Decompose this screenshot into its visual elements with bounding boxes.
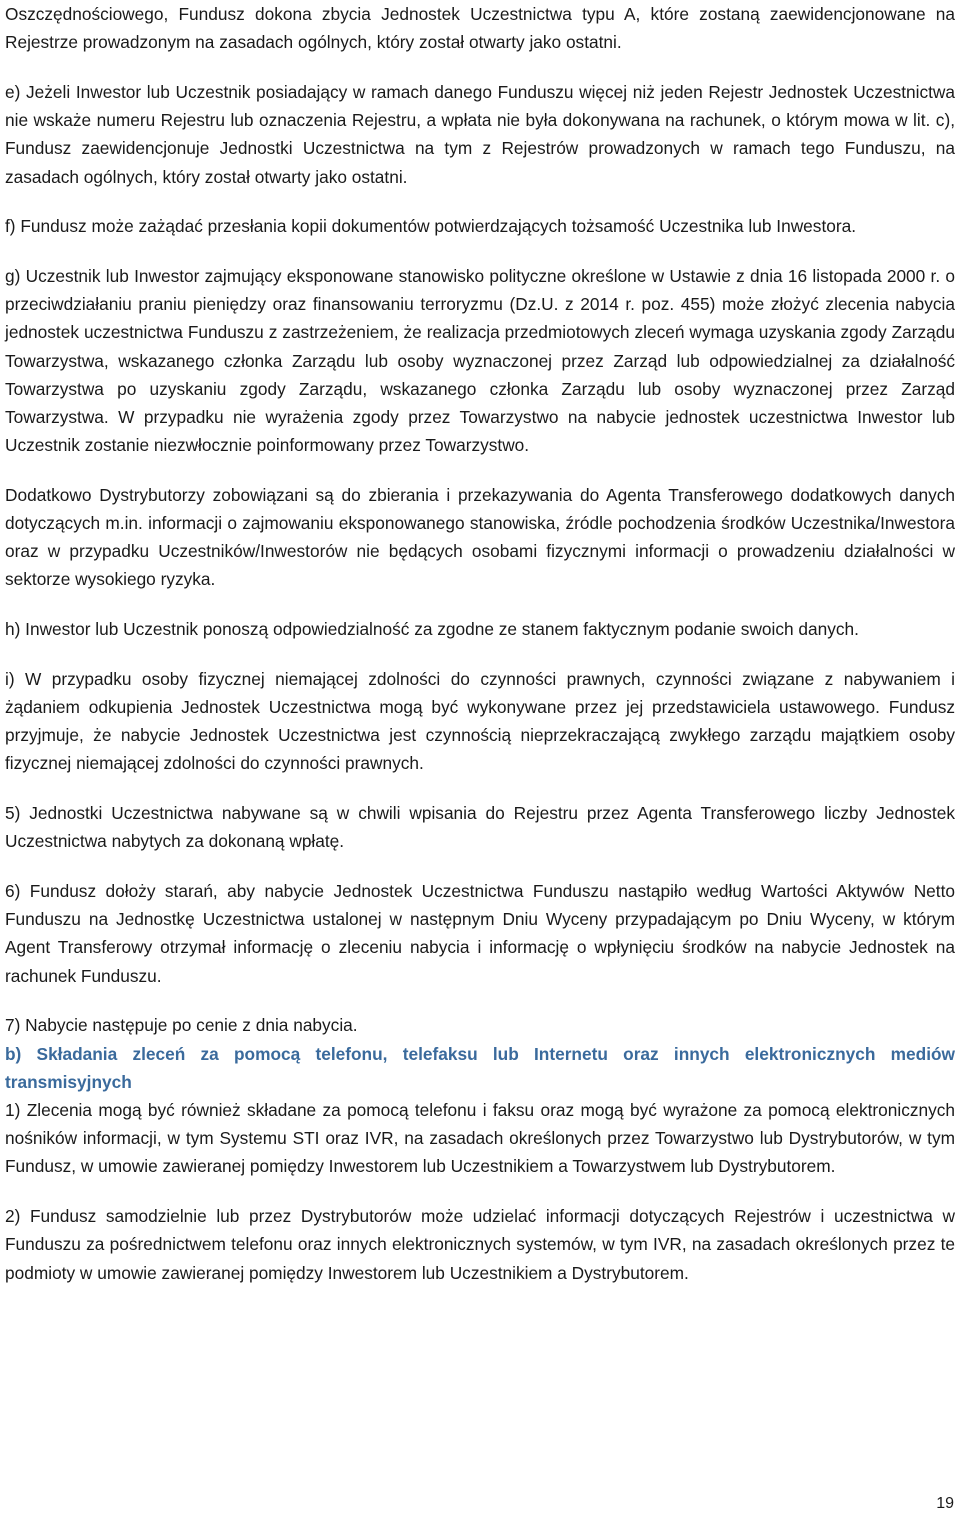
paragraph-i: i) W przypadku osoby fizycznej niemającej zdolności do czynności prawnych, czynności związane z nabywaniem i żądaniem odkupienia Jednostek Uczestnictwa mogą być wykonywane przez jej przedstawiciela ustawowego. Fundusz przyjmuje, że nabycie Jednostek Uczestnictwa jest czynnością nieprzekraczającą zwykłego zarządu majątkiem osoby fizycznej niemającej zdolności do czynności prawnych. (5, 668, 955, 774)
section-paragraph-1: 1) Zlecenia mogą być również składane za pomocą telefonu i faksu oraz mogą być wyrażone za pomocą elektronicznych nośników informacji, w tym Systemu STI oraz IVR, na zasadach określonych przez Towarzystwo lub Dystrybutorów, w tym Fundusz, w umowie zawieranej pomiędzy Inwestorem lub Uczestnikiem a Towarzystwem lub Dystrybutorem. (5, 1100, 955, 1177)
paragraph-e: e) Jeżeli Inwestor lub Uczestnik posiadający w ramach danego Funduszu więcej niż jeden Rejestr Jednostek Uczestnictwa nie wskaże numeru Rejestru lub oznaczenia Rejestru, a wpłata nie była dokonywana na rachunek, o którym mowa w lit. c), Fundusz zaewidencjonuje Jednostki Uczestnictwa na tym z Rejestrów prowadzonych w ramach tego Funduszu, na zasadach ogólnych, który został otwarty jako ostatni. (5, 81, 955, 187)
document-page (5, 0, 955, 1287)
paragraph-h: h) Inwestor lub Uczestnik ponoszą odpowiedzialność za zgodne ze stanem faktycznym podanie swoich danych. (5, 619, 859, 640)
paragraph-f: f) Fundusz może zażądać przesłania kopii dokumentów potwierdzających tożsamość Uczestnika lub Inwestora. (5, 216, 857, 237)
paragraph-additional: Dodatkowo Dystrybutorzy zobowiązani są do zbierania i przekazywania do Agenta Transferowego dodatkowych danych dotyczących m.in. informacji o zajmowaniu eksponowanego stanowiska, źródle pochodzenia środków Uczestnika/Inwestora oraz w przypadku Uczestników/Inwestorów nie będących osobami fizycznymi informacji o prowadzeniu działalności w sektorze wysokiego ryzyka. (5, 484, 955, 590)
paragraph-7: 7) Nabycie następuje po cenie z dnia nabycia. (5, 1015, 358, 1036)
page-number: 19 (936, 1495, 954, 1512)
section-paragraph-2: 2) Fundusz samodzielnie lub przez Dystrybutorów może udzielać informacji dotyczących Rejestrów i uczestnictwa w Funduszu za pośrednictwem telefonu oraz innych elektronicznych systemów, w tym IVR, na zasadach określonych przez te podmioty w umowie zawieranej pomiędzy Inwestorem lub Uczestnikiem a Dystrybutorem. (5, 1206, 955, 1283)
paragraph-5: 5) Jednostki Uczestnictwa nabywane są w chwili wpisania do Rejestru przez Agenta Transferowego liczby Jednostek Uczestnictwa nabytych za dokonaną wpłatę. (5, 803, 955, 852)
paragraph-g: g) Uczestnik lub Inwestor zajmujący eksponowane stanowisko polityczne określone w Ustawie z dnia 16 listopada 2000 r. o przeciwdziałaniu praniu pieniędzy oraz finansowaniu terroryzmu (Dz.U. z 2014 r. poz. 455) może złożyć zlecenia nabycia jednostek uczestnictwa Funduszu z zastrzeżeniem, że realizacja przedmiotowych zleceń wymaga uzyskania zgody Zarządu Towarzystwa, wskazanego członka Zarządu lub osoby wyznaczonej przez Zarząd lub odpowiedzialnej za działalność Towarzystwa po uzyskaniu zgody Zarządu, wskazanego członka Zarządu lub osoby wyznaczonej przez Zarząd Towarzystwa. W przypadku nie wyrażenia zgody przez Towarzystwo na nabycie jednostek uczestnictwa Inwestor lub Uczestnik zostanie niezwłocznie poinformowany przez Towarzystwo. (5, 265, 955, 456)
paragraph-continuation: Oszczędnościowego, Fundusz dokona zbycia Jednostek Uczestnictwa typu A, które zostaną zaewidencjonowane na Rejestrze prowadzonym na zasadach ogólnych, który został otwarty jako ostatni. (5, 4, 955, 53)
paragraph-6: 6) Fundusz dołoży starań, aby nabycie Jednostek Uczestnictwa Funduszu nastąpiło według Wartości Aktywów Netto Funduszu na Jednostkę Uczestnictwa ustalonej w następnym Dniu Wyceny przypadającym po Dniu Wyceny, w którym Agent Transferowy otrzymał informację o zleceniu nabycia i informację o wpłynięciu środków na nabycie Jednostek na rachunek Funduszu. (5, 881, 955, 986)
section-heading: b) Składania zleceń za pomocą telefonu, telefaksu lub Internetu oraz innych elektronicznych mediów transmisyjnych (5, 1043, 955, 1092)
